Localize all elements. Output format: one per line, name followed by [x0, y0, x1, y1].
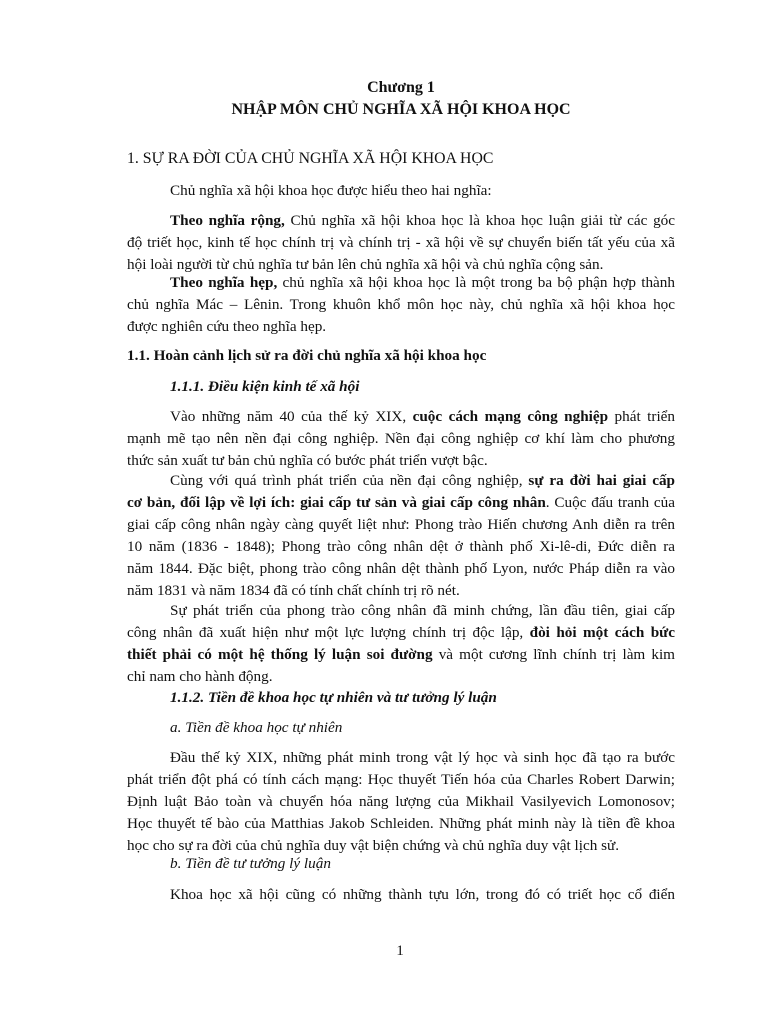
- paragraph-line: chủ nghĩa Mác – Lênin. Trong khuôn khổ môn học này, chủ nghĩa xã hội khoa học: [127, 296, 675, 313]
- bold-phrase: cuộc cách mạng công nghiệp: [412, 408, 609, 425]
- paragraph-line: năm 1844. Đặc biệt, phong trào công nhân dệt thành phố Lyon, nước Pháp diễn ra vào: [127, 560, 675, 577]
- bold-phrase: sự ra đời hai giai cấp: [528, 472, 675, 489]
- paragraph-line: độ triết học, kinh tế học chính trị và chính trị - xã hội về sự chuyển biến tất yếu của xã: [127, 234, 675, 251]
- text-run: và một cương lĩnh chính trị làm kim: [432, 646, 675, 663]
- subsubsection-heading: 1.1.1. Điều kiện kinh tế xã hội: [170, 378, 360, 395]
- paragraph-line: thức sản xuất tư bản chủ nghĩa có bước phát triển vượt bậc.: [127, 452, 488, 469]
- text-run: chủ nghĩa xã hội khoa học là một trong ba bộ phận hợp thành: [277, 274, 675, 291]
- paragraph-line: năm 1831 và năm 1834 đã có tính chất chính trị rõ nét.: [127, 582, 460, 599]
- paragraph-line: [127, 644, 675, 666]
- text-run: phát triển: [608, 408, 675, 425]
- paragraph-line: [127, 622, 675, 644]
- chapter-title: NHẬP MÔN CHỦ NGHĨA XÃ HỘI KHOA HỌC: [231, 101, 571, 118]
- paragraph-line: hội loài người từ chủ nghĩa tư bản lên chủ nghĩa xã hội và chủ nghĩa cộng sản.: [127, 256, 604, 273]
- paragraph-line: giai cấp công nhân ngày càng quyết liệt như: Phong trào Hiến chương Anh diễn ra trên: [127, 516, 675, 533]
- bold-term: Theo nghĩa hẹp,: [170, 274, 278, 291]
- paragraph-line: Sự phát triển của phong trào công nhân đã minh chứng, lần đầu tiên, giai cấp: [170, 602, 675, 619]
- paragraph-line: Định luật Bảo toàn và chuyển hóa năng lượng của Mikhail Vasilyevich Lomonosov;: [127, 793, 675, 810]
- bold-term: Theo nghĩa rộng,: [170, 212, 285, 229]
- bold-phrase: đòi hỏi một cách bức: [529, 624, 675, 641]
- text-run: Vào những năm 40 của thế kỷ XIX,: [170, 408, 413, 425]
- bold-phrase: cơ bản, đối lập về lợi ích: giai cấp tư sản và giai cấp công nhân: [127, 494, 546, 511]
- item-heading: a. Tiền đề khoa học tự nhiên: [170, 719, 343, 736]
- bold-phrase: thiết phải có một hệ thống lý luận soi đường: [127, 646, 433, 663]
- paragraph-line: [170, 470, 675, 492]
- paragraph-line: chỉ nam cho hành động.: [127, 668, 273, 685]
- chapter-number: Chương 1: [367, 79, 435, 96]
- paragraph-line: Đầu thế kỷ XIX, những phát minh trong vật lý học và sinh học đã tạo ra bước: [170, 749, 675, 766]
- paragraph-line: Học thuyết tế bào của Matthias Jakob Schleiden. Những phát minh này là tiền đề khoa: [127, 815, 675, 832]
- paragraph-line: [127, 492, 675, 514]
- paragraph-line: học cho sự ra đời của chủ nghĩa duy vật biện chứng và chủ nghĩa duy vật lịch sử.: [127, 837, 620, 854]
- subsection-heading: 1.1. Hoàn cảnh lịch sử ra đời chủ nghĩa xã hội khoa học: [127, 347, 487, 364]
- page-number: 1: [396, 942, 404, 959]
- text-run: Cùng với quá trình phát triển của nền đại công nghiệp,: [170, 472, 529, 489]
- paragraph-line: [170, 272, 675, 294]
- paragraph-line: [170, 210, 675, 232]
- text-run: . Cuộc đấu tranh của: [545, 494, 675, 511]
- item-heading: b. Tiền đề tư tưởng lý luận: [170, 855, 331, 872]
- paragraph-line: mạnh mẽ tạo nên nền đại công nghiệp. Nền đại công nghiệp cơ khí làm cho phương: [127, 430, 675, 447]
- text-run: công nhân đã xuất hiện như một lực lượng chính trị độc lập,: [127, 624, 530, 641]
- paragraph-line: [170, 406, 675, 428]
- paragraph-line: Khoa học xã hội cũng có những thành tựu lớn, trong đó có triết học cổ điển: [170, 886, 675, 903]
- paragraph-line: Chủ nghĩa xã hội khoa học được hiểu theo hai nghĩa:: [170, 182, 492, 199]
- text-run: Chủ nghĩa xã hội khoa học là khoa học luận giải từ các góc: [284, 212, 675, 229]
- paragraph-line: phát triển đột phá có tính cách mạng: Học thuyết Tiến hóa của Charles Robert Darwin;: [127, 771, 675, 788]
- subsubsection-heading: 1.1.2. Tiền đề khoa học tự nhiên và tư tưởng lý luận: [170, 689, 497, 706]
- paragraph-line: 10 năm (1836 - 1848); Phong trào công nhân dệt ở thành phố Xi-lê-di, Đức diễn ra: [127, 538, 675, 555]
- section-heading: 1. SỰ RA ĐỜI CỦA CHỦ NGHĨA XÃ HỘI KHOA HỌC: [127, 150, 494, 167]
- paragraph-line: được nghiên cứu theo nghĩa hẹp.: [127, 318, 327, 335]
